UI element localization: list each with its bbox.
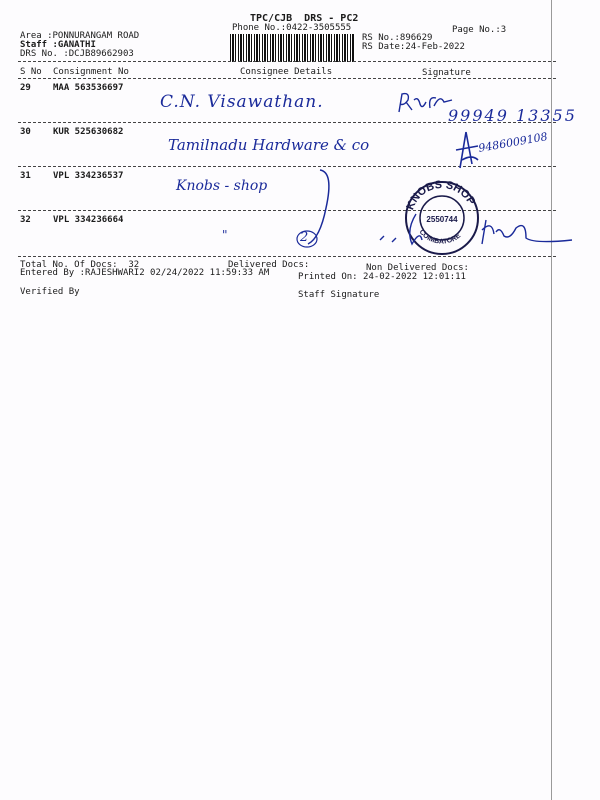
signature-30 — [452, 130, 482, 170]
divider — [18, 78, 556, 79]
entered-by: Entered By :RAJESHWARI2 02/24/2022 11:59:33 AM — [20, 268, 270, 278]
col-consignee: Consignee Details — [240, 67, 333, 77]
verified-by: Verified By — [20, 287, 80, 297]
col-consignment: Consignment No — [53, 67, 129, 77]
row-consignment: VPL 334236664 — [53, 215, 124, 225]
total-docs: Total No. Of Docs: 32 — [20, 260, 140, 270]
handwritten-consignee-29: C.N. Visawathan. — [160, 92, 324, 112]
handwritten-phone-29: 99949 13355 — [448, 106, 577, 125]
stamp-top-text: KNOBS SHOP — [404, 178, 478, 212]
col-sno: S No — [20, 67, 42, 77]
row-consignment: MAA 563536697 — [53, 83, 124, 93]
phone-number: Phone No.:0422-3505555 — [232, 23, 352, 33]
row-consignment: KUR 525630682 — [53, 127, 124, 137]
ditto-mark: " — [222, 228, 228, 242]
area-label: Area :PONNURANGAM ROAD — [20, 31, 140, 41]
drs-number: DRS No. :DCJB89662903 — [20, 49, 134, 59]
staff-label: Staff :GANATHI — [20, 40, 96, 50]
handwritten-count: 2 — [300, 230, 309, 245]
rs-date: RS Date:24-Feb-2022 — [362, 42, 465, 52]
staff-signature: Staff Signature — [298, 290, 380, 300]
row-sno: 31 — [20, 171, 31, 181]
delivered-docs: Delivered Docs: — [228, 260, 310, 270]
divider — [18, 61, 556, 62]
count-circle — [296, 230, 320, 250]
report-title: TPC/CJB DRS - PC2 — [250, 13, 359, 24]
row-consignment: VPL 334236537 — [53, 171, 124, 181]
col-signature: Signature — [422, 68, 471, 78]
handwritten-consignee-31: Knobs - shop — [176, 178, 268, 194]
signature-29 — [396, 90, 456, 118]
page-number: Page No.:3 — [452, 25, 507, 35]
row-sno: 32 — [20, 215, 31, 225]
svg-text:KNOBS SHOP — [404, 179, 477, 212]
stamp-bottom-text: COIMBATORE — [417, 228, 463, 246]
rs-number: RS No.:896629 — [362, 33, 433, 43]
row-sno: 30 — [20, 127, 31, 137]
handwritten-consignee-30: Tamilnadu Hardware & co — [168, 136, 370, 154]
non-delivered-docs: Non Delivered Docs: — [366, 263, 469, 273]
signature-32 — [376, 210, 576, 250]
handwritten-phone-30: 9486009108 — [477, 130, 549, 155]
row-sno: 29 — [20, 83, 31, 93]
stamp-number: 2550744 — [426, 215, 458, 224]
printed-on: Printed On: 24-02-2022 12:01:11 — [298, 272, 466, 282]
barcode — [230, 34, 355, 62]
